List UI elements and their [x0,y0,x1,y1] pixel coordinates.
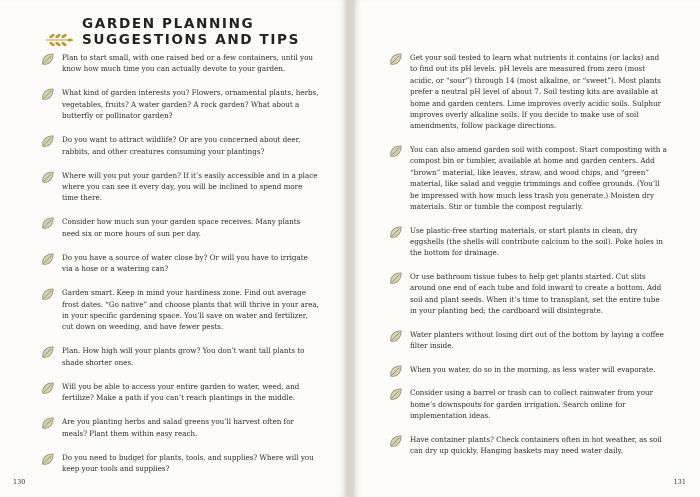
page-title [44,16,314,48]
leaf-bullet-icon [40,170,55,185]
leaf-bullet-icon [40,416,55,431]
leaf-bullet-icon [40,452,55,467]
page-number: 131 [673,478,686,486]
tip-text: Do you want to attract wildlife? Or are you concerned about deer, rabbits, and other creatures consuming your plantings? [62,135,301,156]
leaf-bullet-icon [40,345,55,360]
tip-item [40,381,320,404]
tip-text: Water planters without losing dirt out of the bottom by laying a coffee filter inside. [410,329,664,351]
title-line-1: GARDEN PLANNING [82,16,255,32]
leaf-bullet-icon [388,364,403,379]
leaf-bullet-icon [388,434,403,449]
tip-item [40,287,320,333]
tip-item [388,329,668,352]
tip-text: Are you planting herbs and salad greens you’ll harvest often for meals? Plant them within easy reach. [62,417,294,438]
tip-item [388,364,668,375]
tip-text: Have container plants? Check containers often in hot weather, as soil can dry up quickly. Hanging baskets may need water daily. [410,434,662,456]
tip-text: Garden smart. Keep in mind your hardiness zone. Find out average frost dates. “Go native” and choose plants that will thrive in your area, in your specific gardening space. You’ll save on water and fertilizer, cut down on weeding, and have fewer pests. [62,288,319,332]
right-page [354,0,700,497]
left-page [0,0,346,497]
tip-text: Consider how much sun your garden space receives. Many plants need six or more hours of sun per day. [62,217,301,238]
tip-text: Plan to start small, with one raised bed or a few containers, until you know how much time you can actually devote to your garden. [62,53,313,74]
leaf-bullet-icon [388,144,403,159]
title-block [44,16,314,48]
title-line-2: SUGGESTIONS AND TIPS [82,32,301,48]
leaf-bullet-icon [388,387,403,402]
tip-item [40,216,320,239]
wheat-sprig-icon [44,30,74,50]
tip-item [388,387,668,421]
leaf-bullet-icon [40,52,55,67]
tip-item [388,52,668,132]
tip-item [40,52,320,75]
tip-text: Or use bathroom tissue tubes to help get plants started. Cut slits around one end of each tube and fold inward to create a bottom. Add soil and plant seeds. When it’s time to transplant, set the entire tube in your planting bed; the cardboard will disintegrate. [410,272,662,316]
tip-text: Plan. How high will your plants grow? You don’t want tall plants to shade shorter ones. [62,346,305,367]
tip-item [40,416,320,439]
tip-item [40,252,320,275]
leaf-bullet-icon [40,87,55,102]
tip-text: Do you need to budget for plants, tools, and supplies? Where will you keep your tools and supplies? [62,452,314,474]
tip-item [388,434,668,457]
leaf-bullet-icon [388,271,403,286]
tip-text: Consider using a barrel or trash can to collect rainwater from your home’s downspouts for garden irrigation. Search online for implementation ideas. [410,388,654,421]
tip-item [388,271,668,317]
tip-text: What kind of garden interests you? Flowers, ornamental plants, herbs, vegetables, fruits? A water garden? A rock garden? What about a butterfly or pollinator garden? [62,88,319,121]
right-tips-list [388,52,668,469]
leaf-bullet-icon [40,216,55,231]
leaf-bullet-icon [40,381,55,396]
left-tips-list [40,52,320,487]
leaf-bullet-icon [40,134,55,149]
tip-text: Where will you put your garden? If it’s easily accessible and in a place where you can see it every day, you will be inclined to spend more time there. [62,170,318,203]
tip-text: Will you be able to access your entire garden to water, weed, and fertilize? Make a path if you can’t reach plantings in the middle. [62,381,300,403]
tip-item [388,225,668,259]
tip-text: Do you have a source of water close by? Or will you have to irrigate via a hose or a watering can? [62,252,308,274]
tip-text: When you water, do so in the morning, as less water will evaporate. [410,364,656,374]
tip-item [40,87,320,121]
tip-item [388,144,668,212]
tip-item [40,170,320,204]
leaf-bullet-icon [40,252,55,267]
page-number: 130 [13,478,26,486]
leaf-bullet-icon [388,52,403,67]
tip-text: Use plastic-free starting materials, or start plants in clean, dry eggshells (the shells will contribute calcium to the soil). Poke holes in the bottom for drainage. [410,225,663,258]
tip-text: Get your soil tested to learn what nutrients it contains (or lacks) and to find out its pH levels. pH levels are measured from zero (most acidic, or “sour”) through 14 (most alkaline, or “sweet”). Most plants prefer a neutral pH level of about 7. Soil testing kits are available at home and garden centers. Lime improves overly acidic soils. Sulphur improves overly alkaline soils. If you decide to make use of soil amendments, follow package directions. [410,53,662,131]
tip-item [40,452,320,475]
leaf-bullet-icon [388,225,403,240]
tip-text: You can also amend garden soil with compost. Start composting with a compost bin or tumbler, available at home and garden centers. Add “brown” material, like leaves, straw, and wood chips, and “green” material, like salad and veggie trimmings and coffee grounds. (You’ll be impressed with how much less trash you generate.) Moisten dry materials. Stir or tumble the compost regularly. [410,145,667,212]
leaf-bullet-icon [388,329,403,344]
leaf-bullet-icon [40,287,55,302]
tip-item [40,134,320,157]
book-gutter [346,0,354,497]
tip-item [40,345,320,368]
